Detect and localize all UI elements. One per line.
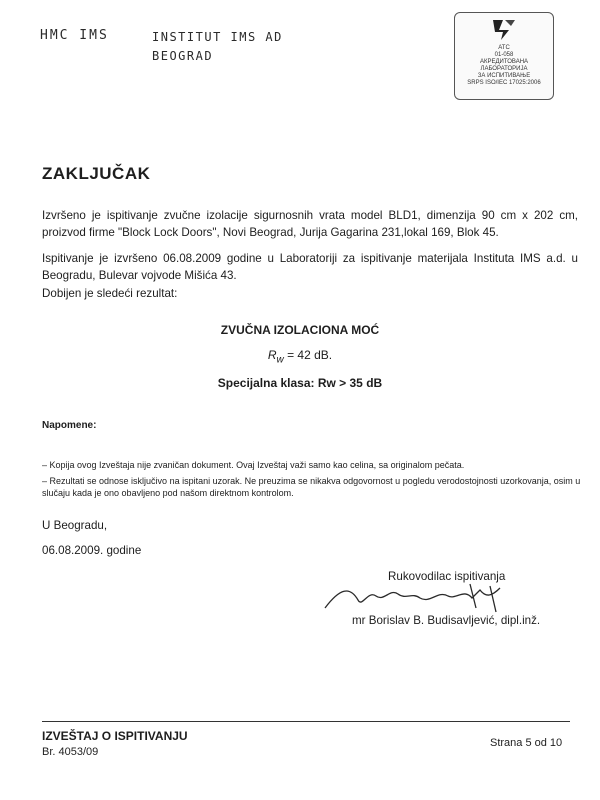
stamp-standard: SRPS ISO/IEC 17025:2006 (467, 80, 541, 86)
paragraph-test-description: Izvršeno je ispitivanje zvučne izolacije sigurnosnih vrata model BLD1, dimenzija 90 cm x 202 cm, proizvod firme "Block Lock Doors", Novi Beograd, Jurija Gagarina 231,lokal 169, Blok 45. (42, 209, 578, 239)
result-value: = 42 dB. (287, 348, 333, 362)
accreditation-stamp (454, 12, 554, 100)
stamp-code: ATC (498, 45, 510, 51)
signer-role: Rukovodilac ispitivanja (388, 570, 506, 583)
note-copy: – Kopija ovog Izveštaja nije zvaničan dokument. Ovaj Izveštaj važi samo kao celina, sa originalom pečata. (42, 460, 465, 470)
place: U Beogradu, (42, 519, 108, 532)
stamp-line1: АКРЕДИТОВАНА (479, 59, 529, 65)
ims-logo (40, 28, 109, 43)
paragraph-result-intro: Dobijen je sledeći rezultat: (42, 287, 178, 300)
special-class: Specijalna klasa: Rw > 35 dB (217, 376, 383, 390)
date: 06.08.2009. godine (42, 544, 142, 557)
footer-report-title: IZVEŠTAJ O ISPITIVANJU (42, 729, 188, 743)
footer-page-info: Strana 5 od 10 (490, 737, 563, 749)
ims-logo-text: HMC IMS (40, 28, 109, 43)
notes-heading: Napomene: (42, 420, 97, 431)
result-subscript: w (276, 354, 284, 366)
stamp-line2: ЛАБОРАТОРИЈА (480, 66, 528, 72)
footer-report-number: Br. 4053/09 (42, 746, 99, 758)
result-symbol: R (267, 348, 277, 362)
paragraph-test-date: Ispitivanje je izvršeno 06.08.2009 godine u Laboratoriji za ispitivanje materijala Instituta IMS a.d. u Beogradu, Bulevar vojvode Mišića 43. (42, 252, 578, 282)
handwritten-signature (320, 578, 530, 618)
atc-badge-icon (489, 18, 519, 42)
stamp-number: 01-058 (494, 52, 514, 58)
note-responsibility: – Rezultati se odnose isključivo na ispitani uzorak. Ne preuzima se nikakva odgovornost u pogledu verodostojnosti uzorkovanja, osim u slučaju kada je ono obavljeno pod našom direktnom kontrolom. (42, 476, 581, 498)
stamp-line3: ЗА ИСПИТИВАЊЕ (477, 73, 531, 79)
result-value-line (0, 348, 600, 365)
document-title: ZAKLJUČAK (42, 164, 151, 183)
institute-name: INSTITUT IMS AD (152, 30, 283, 44)
footer-divider (42, 721, 570, 722)
institute-city: BEOGRAD (152, 49, 214, 63)
signer-name: mr Borislav B. Budisavljević, dipl.inž. (352, 614, 541, 627)
result-heading: ZVUČNA IZOLACIONA MOĆ (220, 323, 380, 337)
